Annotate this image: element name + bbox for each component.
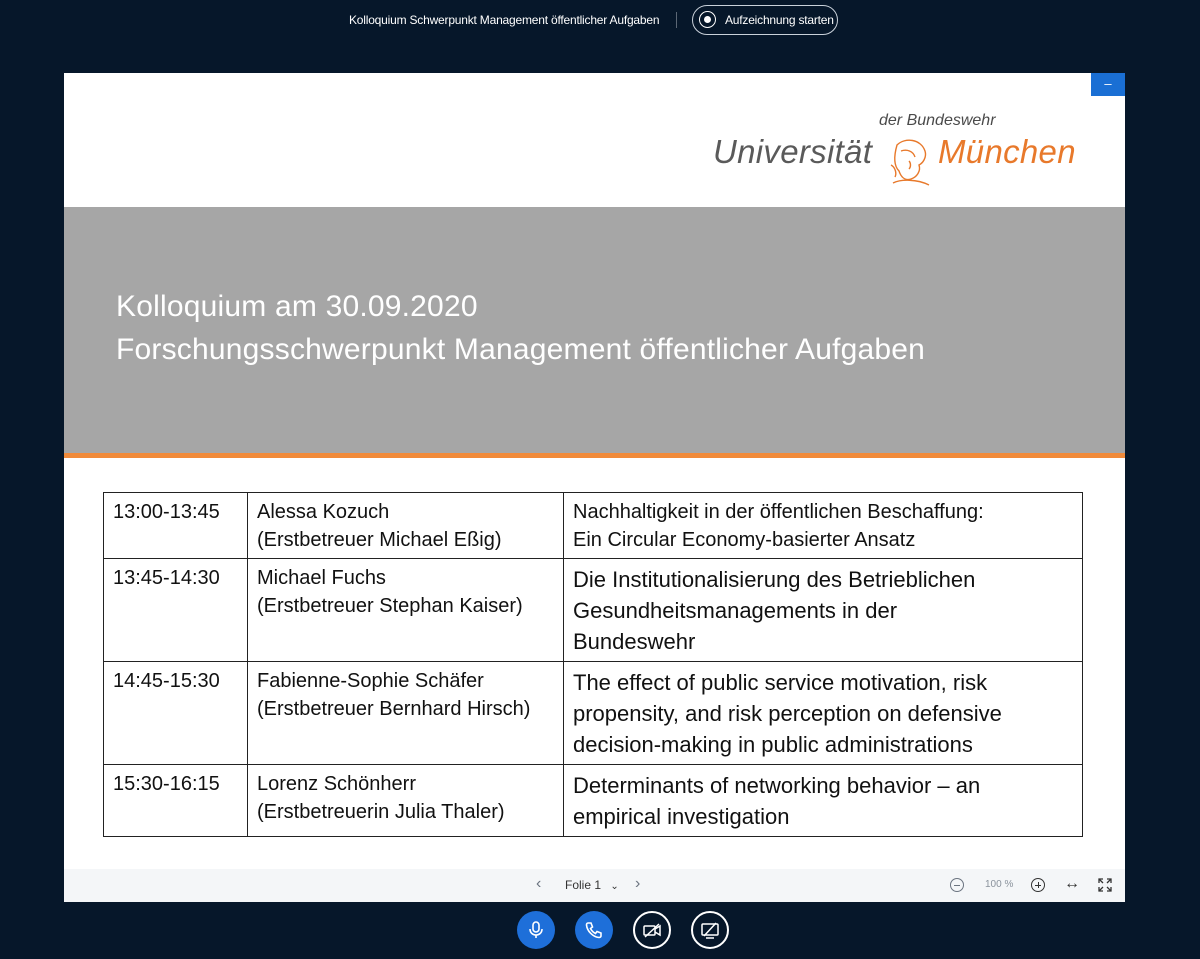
divider: [676, 12, 677, 28]
topic-line: Determinants of networking behavior – an: [573, 773, 981, 798]
slide-selector[interactable]: [565, 878, 619, 892]
chevron-down-icon: ⌄: [610, 881, 619, 892]
screen-share-off-icon: [700, 920, 720, 940]
presenter-name: Alessa Kozuch: [257, 501, 390, 523]
share-webcam-button[interactable]: [633, 911, 671, 949]
topic-line: decision-making in public administrations: [573, 732, 973, 757]
video-off-icon: [642, 920, 662, 940]
time-cell: 13:45-14:30: [104, 559, 248, 662]
top-bar: [0, 0, 1200, 42]
microphone-icon: [526, 920, 546, 940]
topic-cell: [564, 662, 1083, 765]
share-screen-button[interactable]: [691, 911, 729, 949]
university-logo: [713, 109, 1093, 199]
minimize-presentation-button[interactable]: –: [1091, 73, 1125, 96]
table-row: [104, 662, 1083, 765]
title-band: [64, 207, 1125, 453]
orange-divider: [64, 453, 1125, 458]
table-row: [104, 493, 1083, 559]
supervisor-name: (Erstbetreuerin Julia Thaler): [257, 801, 505, 823]
minerva-head-icon: [887, 137, 933, 189]
logo-word-universitaet: Universität: [713, 133, 873, 170]
slide-title-topic: Forschungsschwerpunkt Management öffentlicher Aufgaben: [116, 333, 926, 366]
zoom-level: 100 %: [985, 879, 1014, 890]
meeting-title: Kolloquium Schwerpunkt Management öffentlicher Aufgaben: [349, 13, 660, 27]
slide-toolbar: [64, 869, 1125, 902]
previous-slide-icon[interactable]: ‹: [536, 875, 542, 892]
topic-cell: [564, 559, 1083, 662]
record-icon: [699, 11, 716, 28]
time-cell: 15:30-16:15: [104, 765, 248, 837]
table-row: [104, 765, 1083, 837]
topic-line: empirical investigation: [573, 804, 790, 829]
topic-line: propensity, and risk perception on defensive: [573, 701, 1002, 726]
person-cell: [248, 662, 564, 765]
start-recording-button[interactable]: [692, 5, 838, 35]
topic-line: Bundeswehr: [573, 629, 696, 654]
logo-subtitle: der Bundeswehr: [879, 112, 996, 129]
person-cell: [248, 559, 564, 662]
topic-line: Die Institutionalisierung des Betrieblichen: [573, 567, 976, 592]
supervisor-name: (Erstbetreuer Stephan Kaiser): [257, 595, 523, 617]
topic-line: The effect of public service motivation, risk: [573, 670, 988, 695]
slide-title-date: Kolloquium am 30.09.2020: [116, 290, 478, 323]
presenter-name: Lorenz Schönherr: [257, 773, 416, 795]
zoom-out-icon[interactable]: [950, 878, 964, 892]
fullscreen-icon[interactable]: [1098, 878, 1112, 892]
fit-width-icon[interactable]: ↔: [1064, 875, 1080, 892]
supervisor-name: (Erstbetreuer Michael Eßig): [257, 529, 502, 551]
topic-cell: [564, 765, 1083, 837]
time-cell: 13:00-13:45: [104, 493, 248, 559]
presenter-name: Fabienne-Sophie Schäfer: [257, 670, 484, 692]
presentation-area: [64, 73, 1125, 902]
time-cell: 14:45-15:30: [104, 662, 248, 765]
record-label: Aufzeichnung starten: [725, 13, 834, 27]
presenter-name: Michael Fuchs: [257, 567, 386, 589]
supervisor-name: (Erstbetreuer Bernhard Hirsch): [257, 698, 531, 720]
topic-line: Ein Circular Economy-basierter Ansatz: [573, 529, 916, 551]
topic-cell: [564, 493, 1083, 559]
phone-icon: [584, 920, 604, 940]
logo-word-muenchen: München: [938, 133, 1076, 170]
microphone-button[interactable]: [517, 911, 555, 949]
slide-label: Folie 1: [565, 878, 602, 892]
zoom-in-icon[interactable]: [1031, 878, 1045, 892]
topic-line: Gesundheitsmanagements in der: [573, 598, 898, 623]
schedule-table: [103, 492, 1083, 837]
next-slide-icon[interactable]: ›: [635, 875, 641, 892]
topic-line: Nachhaltigkeit in der öffentlichen Beschaffung:: [573, 501, 984, 523]
person-cell: [248, 765, 564, 837]
person-cell: [248, 493, 564, 559]
table-row: [104, 559, 1083, 662]
leave-audio-button[interactable]: [575, 911, 613, 949]
